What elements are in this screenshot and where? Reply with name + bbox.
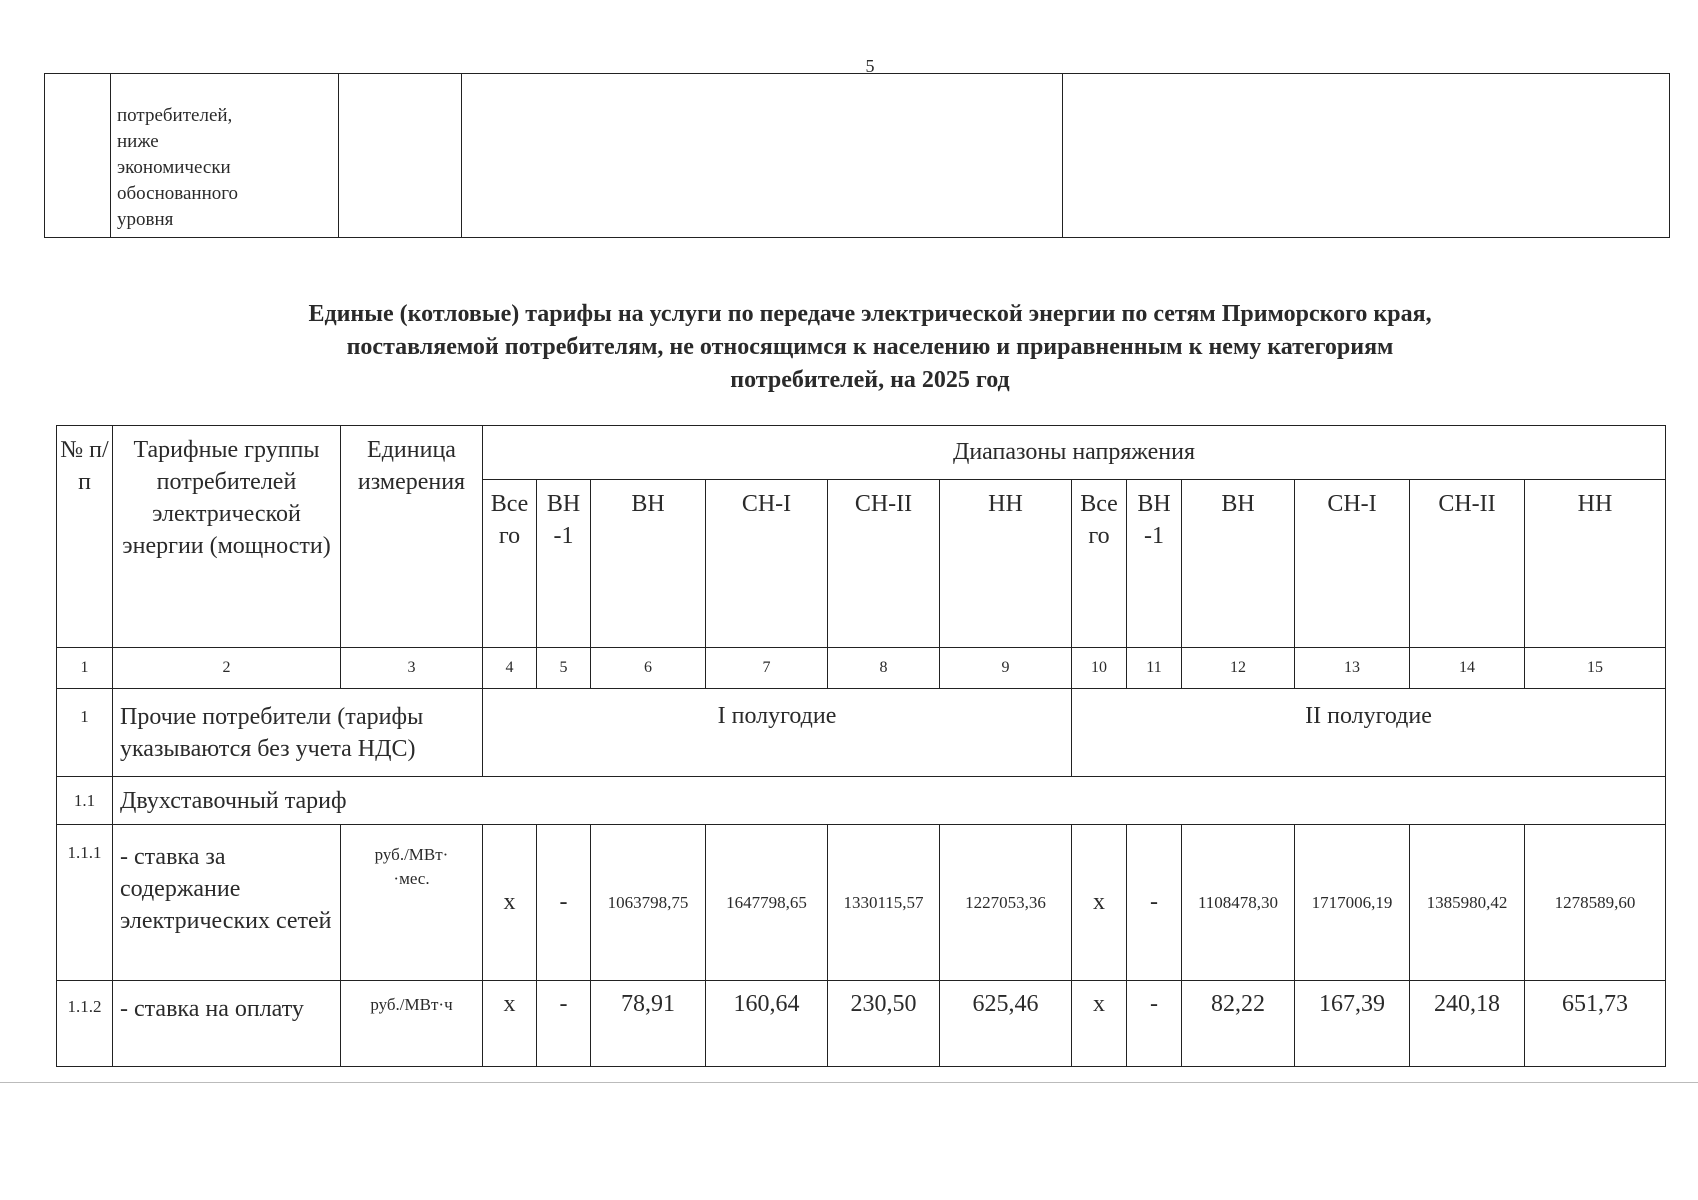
cell-value: x (483, 825, 537, 981)
cell-value: 625,46 (940, 981, 1072, 1067)
cell-value: x (1072, 825, 1127, 981)
column-number: 1 (57, 648, 113, 689)
column-number-row (57, 648, 1666, 689)
cell-value: x (483, 981, 537, 1067)
column-number: 9 (940, 648, 1072, 689)
cell-value: 1717006,19 (1295, 825, 1410, 981)
section-row (57, 689, 1666, 777)
cell-value: - (537, 825, 591, 981)
header-unit: Единица измерения (341, 426, 483, 648)
subsection-row (57, 777, 1666, 825)
cell-value: 1108478,30 (1182, 825, 1295, 981)
table-heading (40, 298, 1698, 397)
fragment-cell-a (462, 74, 1063, 238)
page-number: 5 (865, 56, 875, 76)
subsection-label: Двухставочный тариф (113, 777, 1666, 825)
header-col-total: Все го (1072, 480, 1127, 648)
heading-line-2: поставляемой потребителям, не относящимся к населению и приравненным к нему категориям (346, 334, 1394, 360)
fragment-line: обоснованного (117, 183, 239, 204)
cell-value: 651,73 (1525, 981, 1666, 1067)
fragment-line: ниже (117, 131, 159, 152)
row-num: 1.1.1 (57, 825, 113, 981)
header-col-sn1: СН-I (706, 480, 828, 648)
section-label: Прочие потребители (тарифы указываются без учета НДС) (113, 689, 483, 777)
column-number: 4 (483, 648, 537, 689)
second-half-year: II полугодие (1072, 689, 1666, 777)
cell-value: 1330115,57 (828, 825, 940, 981)
cell-value: 82,22 (1182, 981, 1295, 1067)
section-num: 1 (57, 689, 113, 777)
header-col-total: Все го (483, 480, 537, 648)
header-groups: Тарифные группы потребителей электрической энергии (мощности) (113, 426, 341, 648)
table-row (57, 825, 1666, 981)
cell-value: 230,50 (828, 981, 940, 1067)
cell-value: 167,39 (1295, 981, 1410, 1067)
column-number: 8 (828, 648, 940, 689)
row-label: - ставка за содержание электрических сетей (113, 825, 341, 981)
cell-value: 1227053,36 (940, 825, 1072, 981)
cell-value: - (1127, 825, 1182, 981)
column-number: 5 (537, 648, 591, 689)
fragment-line: потребителей, (117, 105, 233, 126)
header-voltage-ranges: Диапазоны напряжения (483, 426, 1666, 480)
heading-line-1: Единые (котловые) тарифы на услуги по передаче электрической энергии по сетям Приморского края, (308, 301, 1432, 327)
header-col-vn: ВН (1182, 480, 1295, 648)
fragment-cell-text (111, 74, 339, 238)
column-number: 11 (1127, 648, 1182, 689)
cell-value: 240,18 (1410, 981, 1525, 1067)
column-number: 6 (591, 648, 706, 689)
row-num: 1.1.2 (57, 981, 113, 1067)
table-row (57, 981, 1666, 1067)
column-number: 3 (341, 648, 483, 689)
cell-value: 1063798,75 (591, 825, 706, 981)
column-number: 14 (1410, 648, 1525, 689)
heading-line-3: потребителей, на 2025 год (730, 367, 1010, 393)
row-unit: руб./МВт· ·мес. (341, 825, 483, 981)
cell-value: - (537, 981, 591, 1067)
cell-value: 1647798,65 (706, 825, 828, 981)
header-col-sn2: СН-II (1410, 480, 1525, 648)
header-col-vn: ВН (591, 480, 706, 648)
fragment-cell-unit (339, 74, 462, 238)
previous-table-fragment (44, 73, 1670, 238)
header-col-sn1: СН-I (1295, 480, 1410, 648)
column-number: 13 (1295, 648, 1410, 689)
fragment-line: экономически (117, 157, 231, 178)
cell-value: 78,91 (591, 981, 706, 1067)
fragment-line: уровня (117, 209, 174, 230)
tariff-table (56, 425, 1666, 1067)
fragment-cell-b (1063, 74, 1670, 238)
column-number: 10 (1072, 648, 1127, 689)
header-col-sn2: СН-II (828, 480, 940, 648)
header-num: № п/п (57, 426, 113, 648)
cell-value: 160,64 (706, 981, 828, 1067)
row-unit: руб./МВт·ч (341, 981, 483, 1067)
fragment-cell-num (45, 74, 111, 238)
cell-value: 1278589,60 (1525, 825, 1666, 981)
column-number: 12 (1182, 648, 1295, 689)
first-half-year: I полугодие (483, 689, 1072, 777)
header-col-nn: НН (940, 480, 1072, 648)
cell-value: - (1127, 981, 1182, 1067)
column-number: 7 (706, 648, 828, 689)
subsection-num: 1.1 (57, 777, 113, 825)
header-col-vn1: ВН -1 (537, 480, 591, 648)
row-label: - ставка на оплату (113, 981, 341, 1067)
cell-value: 1385980,42 (1410, 825, 1525, 981)
header-col-vn1: ВН -1 (1127, 480, 1182, 648)
cell-value: x (1072, 981, 1127, 1067)
column-number: 15 (1525, 648, 1666, 689)
header-col-nn: НН (1525, 480, 1666, 648)
scan-artifact-line (0, 1082, 1698, 1083)
column-number: 2 (113, 648, 341, 689)
